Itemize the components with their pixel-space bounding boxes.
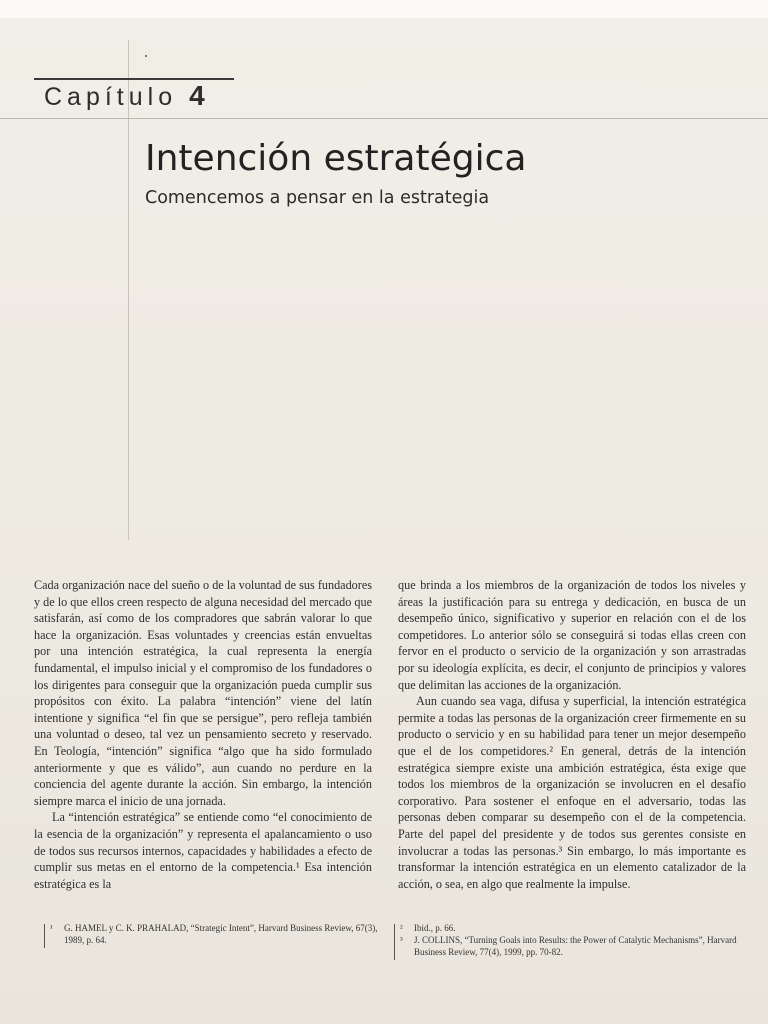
header-divider xyxy=(0,118,768,119)
page-title: Intención estratégica xyxy=(145,138,527,179)
footnotes-right xyxy=(394,922,750,958)
footnote-mark: ³ xyxy=(400,935,403,945)
page-subtitle: Comencemos a pensar en la estrategia xyxy=(145,188,490,208)
footnote-mark: ¹ xyxy=(50,923,53,933)
footnote-text: Ibid., p. 66. xyxy=(414,923,456,933)
paragraph: que brinda a los miembros de la organización de todos los niveles y áreas la justificación para su entrega y dedicación, en busca de un desempeño único, significativo y superior en relación con el de los competidores. Lo anterior sólo se conseguirá si todas ellas creen con fervor en el producto o servicio de la organización y son arrastradas por su ideología explícita, es decir, el conjunto de principios y valores que delimitan las acciones de la organización. xyxy=(398,578,746,692)
paragraph: Aun cuando sea vaga, difusa y superficial, la intención estratégica permite a todas las personas de la organización creer firmemente en su producto o servicio y en su habilidad para tener un mejor desempeño que el de los competidores.² En general, detrás de la intención estratégica siempre existe una ambición estratégica, ésta exige que todos los miembros de la organización se involucren en el desafío corporativo. Para sostener el enfoque en el adversario, todas las personas deben comparar su desempeño con el de la competencia. Parte del papel del presidente y de todos sus gerentes consiste en involucrar a todas las personas.³ Sin embargo, lo más importante es transformar la intención estratégica en un elemento catalizador de la acción, o sea, en algo que realmente la impulse. xyxy=(398,694,746,891)
chapter-number: 4 xyxy=(189,80,205,111)
chapter-word: Capítulo xyxy=(44,83,178,111)
paragraph: Cada organización nace del sueño o de la voluntad de sus fundadores y de lo que ellos creen respecto de alguna necesidad del mercado que satisfarán, así como de los compradores que sabrán valorar lo que hace la organización. Esas voluntades y creencias están envueltas por una intención estratégica, la cual representa la energía fundamental, el impulso inicial y el compromiso de los fundadores o los dirigentes para conseguir que la organización pueda cumplir sus propósitos con éxito. La palabra “intención” viene del latín intentione y significa “el fin que se persigue”, pero refleja también una voluntad o deseo, tal vez un pensamiento secreto y reservado. En Teología, “intención” significa “algo que ha sido formulado anteriormente y que es válido”, aun cuando no perdure en la conciencia del agente durante la acción. Sin embargo, la intención siempre marca el inicio de una jornada. xyxy=(34,578,372,808)
footnote xyxy=(400,922,750,934)
footnote xyxy=(50,922,380,946)
footnote-text: G. HAMEL y C. K. PRAHALAD, “Strategic Intent”, Harvard Business Review, 67(3), 1989, p. 64. xyxy=(64,923,378,945)
ink-speck xyxy=(145,55,147,57)
chapter-label xyxy=(44,80,205,112)
right-text-column xyxy=(398,577,746,892)
footnotes-left xyxy=(44,922,380,946)
page-top-edge xyxy=(0,0,768,18)
left-text-column xyxy=(34,577,372,892)
footnote-text: J. COLLINS, “Turning Goals into Results: the Power of Catalytic Mechanisms”, Harvard Business Review, 77(4), 1999, pp. 70-82. xyxy=(414,935,737,957)
footnote xyxy=(400,934,750,958)
margin-vertical-rule xyxy=(128,40,129,540)
paragraph: La “intención estratégica” se entiende como “el conocimiento de la esencia de la organización” y representa el apalancamiento o uso de todos sus recursos internos, capacidades y habilidades a efecto de cumplir sus metas en el entorno de la competencia.¹ Esa intención estratégica es la xyxy=(34,810,372,891)
footnote-mark: ² xyxy=(400,923,403,933)
